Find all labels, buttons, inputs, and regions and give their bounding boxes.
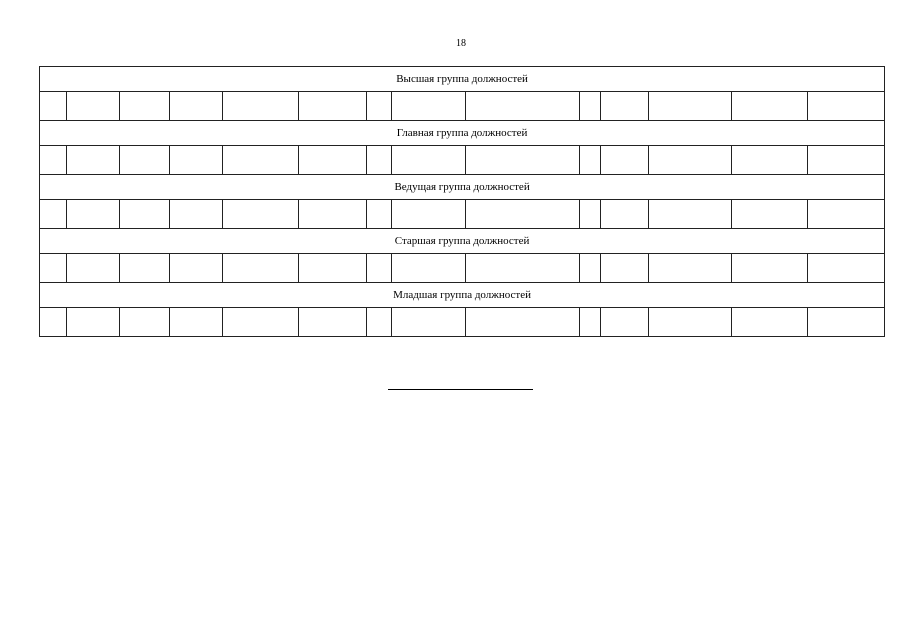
table-cell — [223, 92, 299, 121]
table-cell — [299, 92, 367, 121]
table-cell — [601, 308, 649, 337]
table-cell — [299, 254, 367, 283]
table-cell — [580, 200, 601, 229]
table-cell — [808, 200, 885, 229]
table-cell — [392, 254, 466, 283]
table-cell — [580, 92, 601, 121]
table-cell — [649, 308, 732, 337]
group-title: Старшая группа должностей — [40, 229, 885, 254]
table-cell — [170, 254, 223, 283]
group-header-senior — [40, 229, 885, 254]
table-row — [40, 146, 885, 175]
closing-rule-divider — [388, 389, 533, 390]
group-title: Высшая группа должностей — [40, 67, 885, 92]
table-cell — [808, 146, 885, 175]
table-cell — [580, 146, 601, 175]
table-cell — [67, 92, 120, 121]
table-cell — [466, 200, 580, 229]
table-cell — [223, 254, 299, 283]
table-cell — [120, 92, 170, 121]
table-row — [40, 254, 885, 283]
table-cell — [40, 308, 67, 337]
table-cell — [223, 146, 299, 175]
table-cell — [367, 146, 392, 175]
table-cell — [223, 308, 299, 337]
group-header-chief — [40, 121, 885, 146]
table-cell — [367, 308, 392, 337]
page-number: 18 — [456, 38, 466, 49]
table-row — [40, 308, 885, 337]
table-cell — [120, 254, 170, 283]
table-cell — [40, 200, 67, 229]
table-cell — [601, 200, 649, 229]
group-header-junior — [40, 283, 885, 308]
positions-table-container — [39, 66, 884, 337]
group-title: Ведущая группа должностей — [40, 175, 885, 200]
table-cell — [732, 254, 808, 283]
table-cell — [170, 146, 223, 175]
table-cell — [367, 92, 392, 121]
table-cell — [40, 92, 67, 121]
table-cell — [120, 308, 170, 337]
table-cell — [170, 200, 223, 229]
table-cell — [299, 308, 367, 337]
table-cell — [392, 146, 466, 175]
table-cell — [67, 146, 120, 175]
table-cell — [649, 92, 732, 121]
table-cell — [466, 308, 580, 337]
table-cell — [40, 254, 67, 283]
group-header-leading — [40, 175, 885, 200]
table-cell — [808, 308, 885, 337]
table-cell — [392, 200, 466, 229]
table-cell — [732, 146, 808, 175]
table-cell — [601, 254, 649, 283]
group-header-highest — [40, 67, 885, 92]
table-cell — [466, 146, 580, 175]
table-cell — [601, 146, 649, 175]
table-cell — [649, 146, 732, 175]
group-title: Главная группа должностей — [40, 121, 885, 146]
table-cell — [808, 254, 885, 283]
table-cell — [120, 146, 170, 175]
table-cell — [170, 308, 223, 337]
table-cell — [367, 200, 392, 229]
table-cell — [732, 308, 808, 337]
table-cell — [649, 200, 732, 229]
table-cell — [299, 146, 367, 175]
table-cell — [392, 92, 466, 121]
table-cell — [649, 254, 732, 283]
table-cell — [466, 254, 580, 283]
table-cell — [67, 308, 120, 337]
table-row — [40, 200, 885, 229]
table-cell — [299, 200, 367, 229]
table-cell — [67, 254, 120, 283]
table-cell — [170, 92, 223, 121]
table-cell — [808, 92, 885, 121]
table-cell — [392, 308, 466, 337]
table-cell — [120, 200, 170, 229]
table-row — [40, 92, 885, 121]
table-cell — [601, 92, 649, 121]
table-cell — [732, 92, 808, 121]
table-cell — [580, 308, 601, 337]
positions-table — [39, 66, 885, 337]
table-cell — [367, 254, 392, 283]
table-cell — [40, 146, 67, 175]
table-cell — [732, 200, 808, 229]
table-cell — [223, 200, 299, 229]
table-cell — [67, 200, 120, 229]
group-title: Младшая группа должностей — [40, 283, 885, 308]
table-cell — [580, 254, 601, 283]
table-cell — [466, 92, 580, 121]
